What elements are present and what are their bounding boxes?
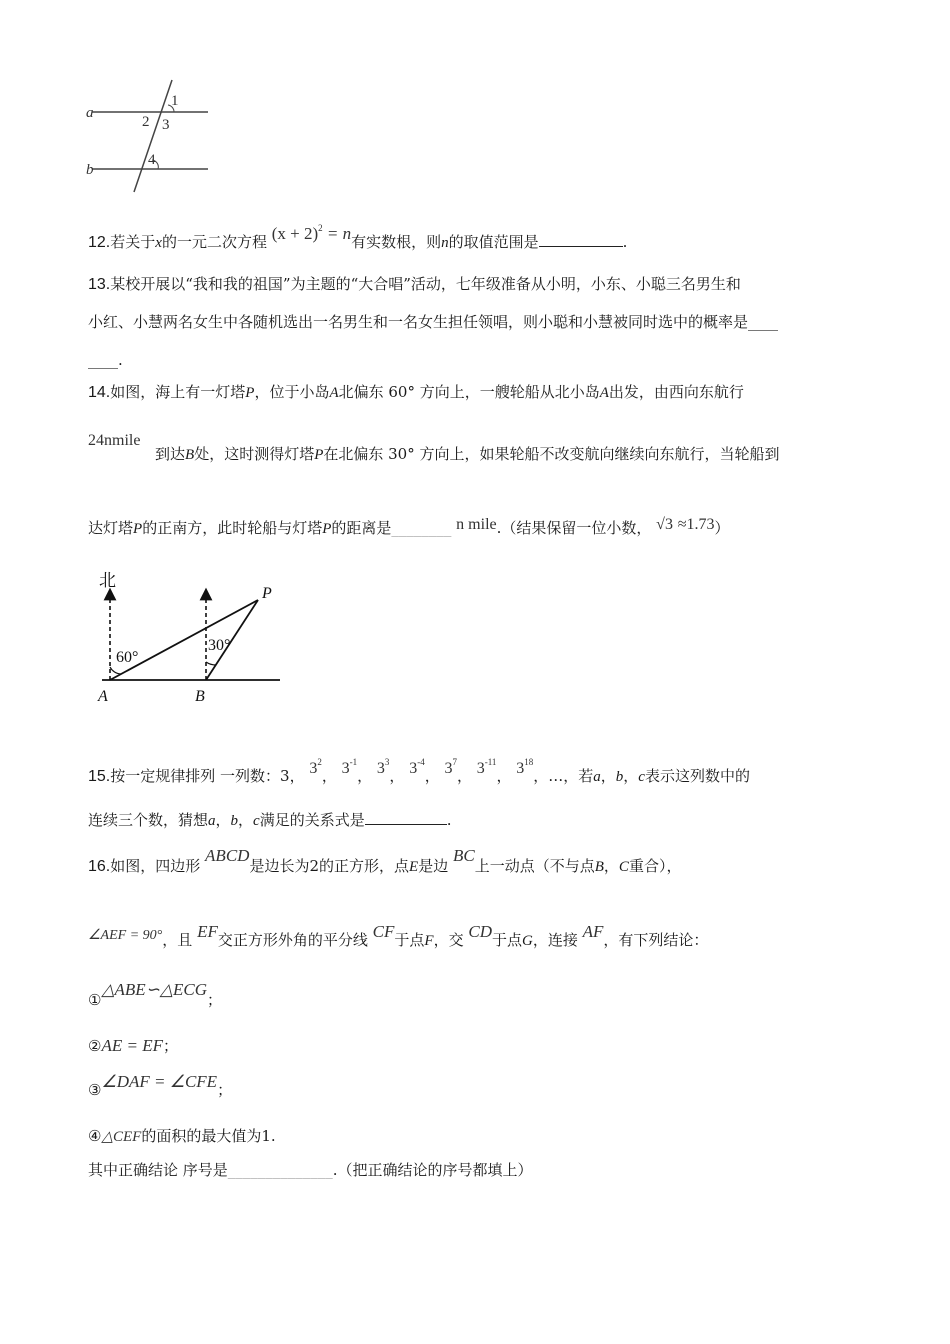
question-16-answer: 其中正确结论 序号是______________.（把正确结论的序号都填上） (88, 1161, 533, 1179)
question-14-distance: 24nmile (88, 432, 141, 449)
question-16-line-2: ∠AEF = 90°，且 EF交正方形外角的平分线 CF于点F，交 CD于点G，连接 AF，有下列结论： (88, 922, 709, 949)
sequence-term: $3^3$ (376, 757, 390, 777)
conclusion-4: ④△CEF的面积的最大值为1. (88, 1127, 276, 1145)
question-16-line-1: 16.如图，四边形 ABCD是边长为2的正方形，点E是边 BC上一动点（不与点B，C重合）， (88, 846, 682, 875)
sequence-term: $3^{18}$ (516, 757, 534, 777)
point-A-label: A (98, 688, 108, 705)
question-15-line-2: 连续三个数，猜想a，b，c满足的关系式是 . (88, 811, 452, 829)
conclusion-2: ②AE = EF； (88, 1036, 178, 1055)
answer-blank-16[interactable]: ______________ (227, 1161, 333, 1179)
conclusion-3: ③∠DAF = ∠CFE； (88, 1072, 233, 1099)
sequence-term: $3^{-11}$ (476, 757, 497, 777)
answer-blank-12[interactable] (539, 232, 623, 247)
sequence-term: $3^7$ (444, 757, 457, 777)
angle-2-label: 2 (142, 114, 150, 130)
point-P-label: P (262, 585, 272, 602)
line-a-label: a (86, 105, 94, 121)
question-15-line-1: 15.按一定规律排列 一列数：3， $3^2$， $3^{-1}$， $3^3$， $3^{-4}$， $3^7$， $3^{-11}$， $3^{18}$，…，若a，b，c表示这列数中的 (88, 757, 750, 785)
question-14-line-2: 到达B处，这时测得灯塔P在北偏东 30° 方向上，如果轮船不改变航向继续向东航行，当轮船到 (155, 445, 780, 463)
parallel-lines-figure (82, 78, 217, 196)
answer-blank-15[interactable] (365, 810, 447, 825)
question-13-line-3: ____. (88, 351, 123, 369)
angle-30-label: 30° (208, 637, 231, 654)
question-14-line-3: 达灯塔P的正南方，此时轮船与灯塔P的距离是________ n mile.（结果保留一位小数， √3 ≈1.73） (88, 516, 730, 537)
angle-3-label: 3 (162, 117, 170, 133)
sequence-term: $3^{-4}$ (409, 757, 425, 777)
equation: $(x + 2)^2 = n$ (271, 223, 352, 243)
angle-1-label: 1 (171, 93, 179, 109)
question-13-line-2: 小红、小慧两名女生中各随机选出一名男生和一名女生担任领唱，则小聪和小慧被同时选中的概率是____ (88, 313, 779, 331)
answer-blank-14[interactable]: ________ (391, 519, 452, 537)
angle-60-label: 60° (116, 649, 139, 666)
line-b-label: b (86, 162, 94, 178)
angle-4-label: 4 (148, 152, 156, 168)
sequence-term: $3^2$ (309, 757, 322, 777)
question-12: 12.若关于x的一元二次方程 $(x + 2)^2 = n$有实数根，则n的取值范围是 . (88, 223, 628, 251)
question-13-line-1: 13.某校开展以“我和我的祖国”为主题的“大合唱”活动，七年级准备从小明，小东、小聪三名男生和 (88, 275, 741, 293)
conclusion-1: ①△ABE∽△ECG； (88, 980, 223, 1009)
question-14-line-1: 14.如图，海上有一灯塔P，位于小岛A北偏东 60° 方向上，一艘轮船从北小岛A出发，由西向东航行 (88, 383, 744, 401)
sequence-term: $3^{-1}$ (341, 757, 358, 777)
lighthouse-figure (92, 568, 292, 710)
north-label: 北 (99, 571, 116, 591)
point-B-label: B (195, 688, 205, 705)
